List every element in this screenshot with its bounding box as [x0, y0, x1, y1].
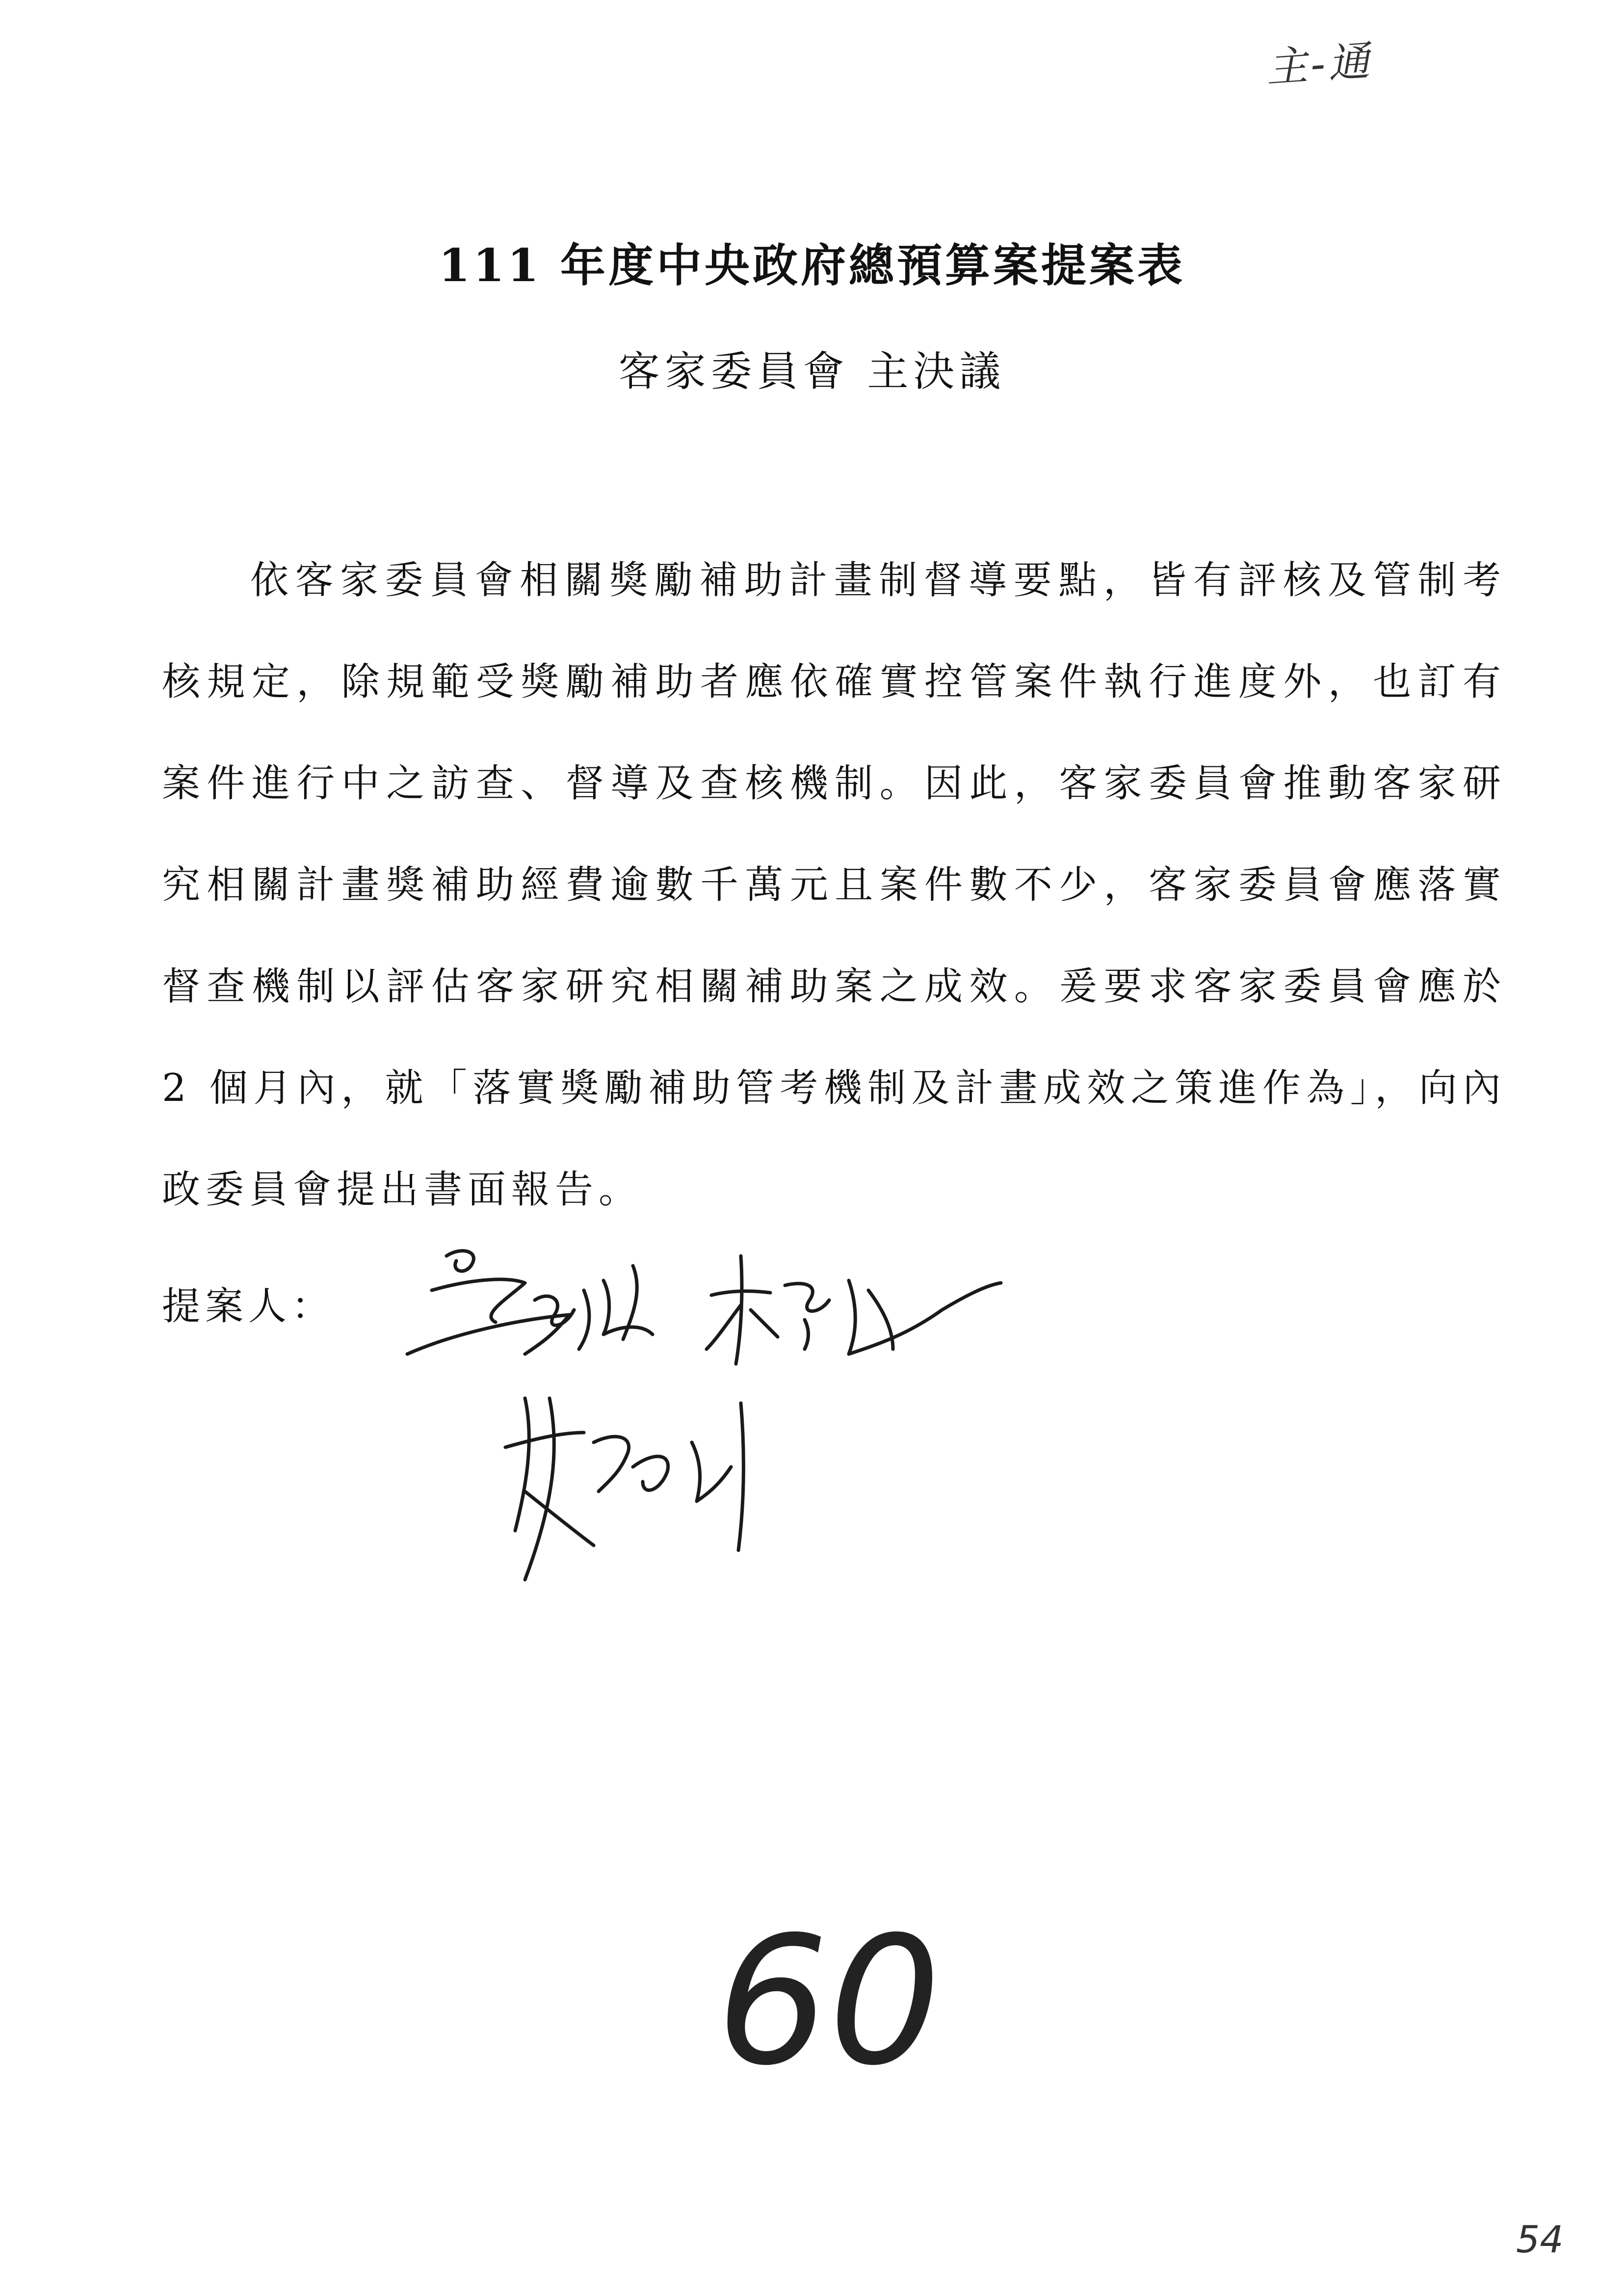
- handwritten-page-count: [716, 1899, 952, 2149]
- handwritten-number: 60: [716, 1899, 942, 2104]
- document-subtitle: 客家委員會 主決議: [618, 347, 1006, 395]
- page-number: 54: [1516, 2218, 1564, 2261]
- resolution-body-text: 依客家委員會相關獎勵補助計畫制督導要點，皆有評核及管制考核規定，除規範受獎勵補助者應依確實控管案件執行進度外，也訂有案件進行中之訪查、督導及查核機制。因此，客家委員會推動客家研究相關計畫獎補助經費逾數千萬元且案件數不少，客家委員會應落實督查機制以評估客家研究相關補助案之成效。爰要求客家委員會應於 2 個月內，就「落實獎勵補助管考機制及計畫成效之策進作為」，向內政委員會提出書面報告。: [162, 558, 1506, 1212]
- document-title: 111 年度中央政府總預算案提案表: [438, 239, 1186, 292]
- corner-mark-text: 主-通: [1264, 36, 1374, 92]
- handwritten-corner-mark: [1256, 20, 1442, 98]
- proposer-label: 提案人：: [162, 1284, 335, 1329]
- signature-scribbles: [378, 1236, 1089, 1629]
- handwritten-signatures: [378, 1236, 1089, 1629]
